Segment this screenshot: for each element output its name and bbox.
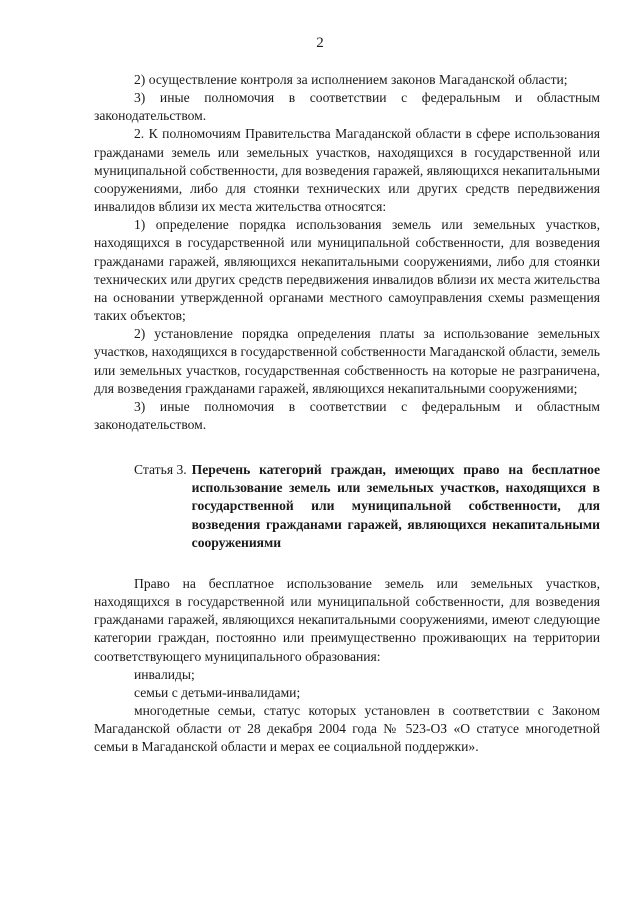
category-item-disabled: инвалиды; — [134, 666, 195, 682]
article-number: Статья 3. — [134, 462, 187, 478]
paragraph-gov-item-2: 2) установление порядка определения платы за использование земельных участков, находящихся в государственной собственности Магаданской области, земель или земельных участков, государственная собственность на которые не разграничена, для возведения гражданами гаражей, являющихся некапитальными сооружениями; — [94, 326, 600, 396]
paragraph-government-powers: 2. К полномочиям Правительства Магаданской области в сфере использования гражданами земель или земельных участков, находящихся в государственной или муниципальной собственности, для возведения гаражей, являющихся некапитальными сооружениями, либо для стоянки технических или других средств передвижения инвалидов вблизи их места жительства относятся: — [94, 126, 600, 215]
category-item-families-disabled-children: семьи с детьми-инвалидами; — [134, 684, 301, 700]
paragraph-gov-item-1: 1) определение порядка использования земель или земельных участков, находящихся в государственной или муниципальной собственности, для возведения гражданами гаражей, являющихся некапитальными сооружениями, либо для стоянки технических или других средств передвижения инвалидов вблизи их места жительства на основании утвержденной органами местного самоуправления схемы размещения таких объектов; — [94, 217, 600, 324]
document-body — [94, 71, 600, 756]
article-heading — [94, 461, 600, 552]
article-title: Перечень категорий граждан, имеющих право на бесплатное использование земель или земельных участков, находящихся в государственной или муниципальной собственности, для возведения гражданами гаражей, являющихся некапитальными сооружениями — [191, 462, 600, 550]
paragraph-item-2-control: 2) осуществление контроля за исполнением законов Магаданской области; — [134, 72, 568, 87]
categories-section — [94, 575, 600, 757]
categories-intro: Право на бесплатное использование земель или земельных участков, находящихся в государственной или муниципальной собственности, для возведения гражданами гаражей, являющихся некапитальными сооружениями, имеют следующие категории граждан, постоянно или преимущественно проживающих на территории соответствующего муниципального образования: — [94, 575, 600, 664]
page-number: 2 — [316, 35, 324, 51]
category-item-large-families: многодетные семьи, статус которых установлен в соответствии с Законом Магаданской области от 28 декабря 2004 года № 523-ОЗ «О статусе многодетной семьи в Магаданской области и мерах ее социальной поддержки». — [94, 703, 600, 755]
paragraph-gov-item-3: 3) иные полномочия в соответствии с федеральным и областным законодательством. — [94, 398, 600, 432]
powers-section — [94, 71, 600, 434]
paragraph-item-3-other-powers: 3) иные полномочия в соответствии с федеральным и областным законодательством. — [94, 90, 600, 124]
